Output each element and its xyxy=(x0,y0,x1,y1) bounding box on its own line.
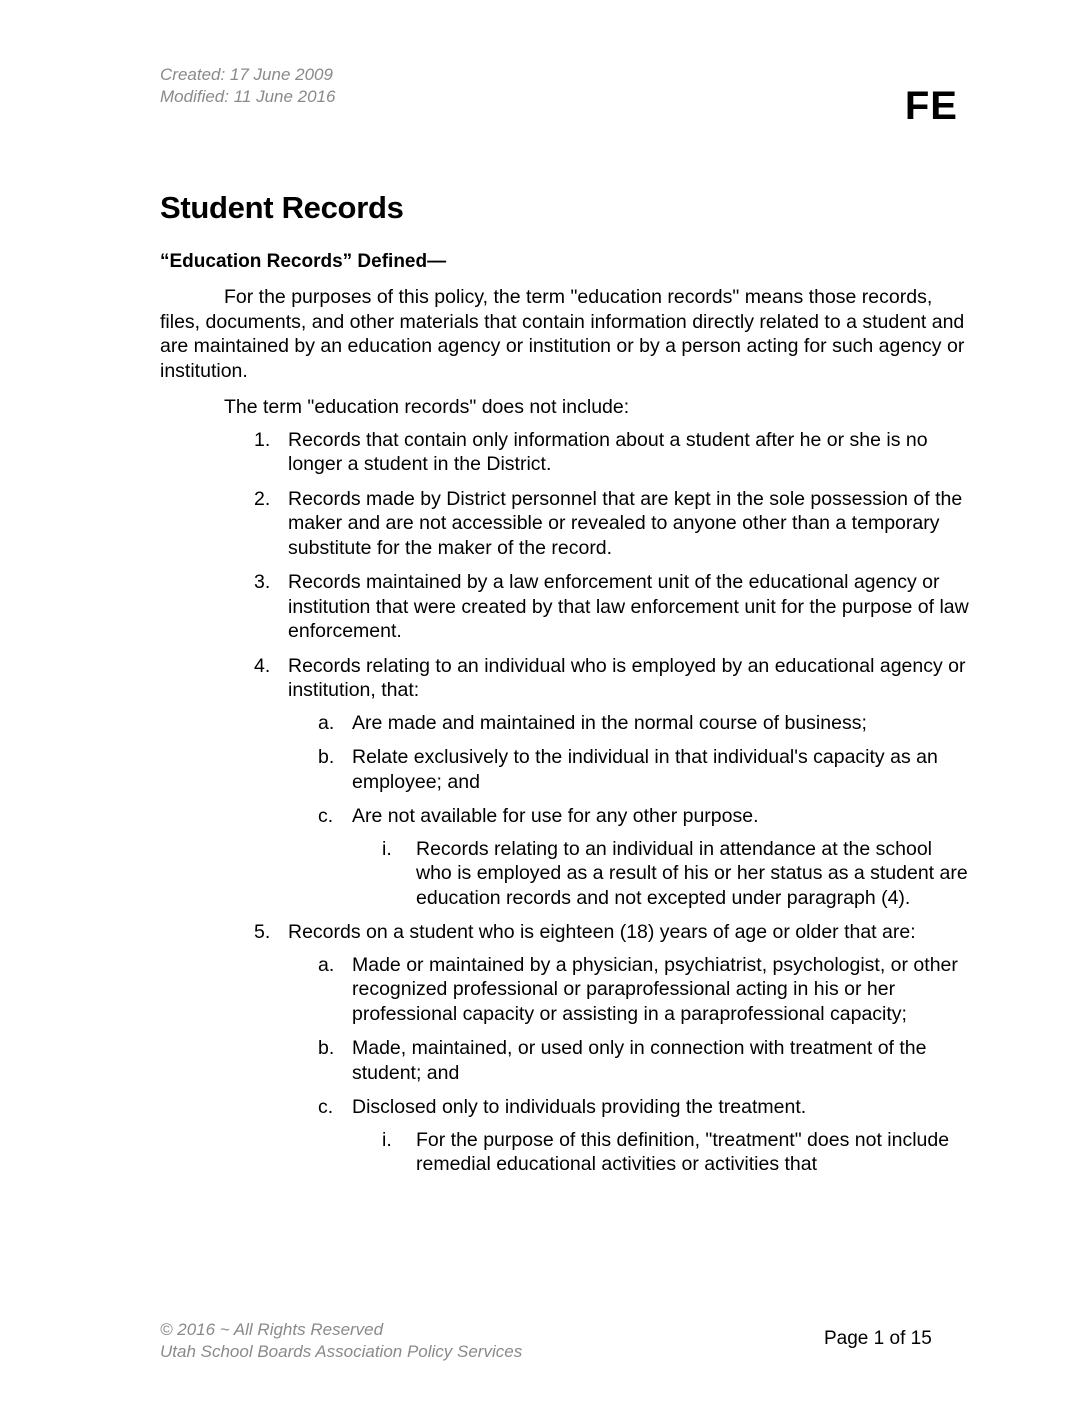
list-marker: a. xyxy=(318,953,335,976)
list-marker: i. xyxy=(382,837,392,860)
list-item-text: Records that contain only information about a student after he or she is no longer a student in the District. xyxy=(288,428,928,475)
sub-list-item xyxy=(318,953,970,1027)
list-item-text: Made or maintained by a physician, psychiatrist, psychologist, or other recognized professional or paraprofessional acting in his or her professional capacity or assisting in a paraprofessional capacity; xyxy=(352,953,958,1025)
sub-list xyxy=(288,953,970,1177)
document-title: Student Records xyxy=(160,190,404,225)
sub-list-item xyxy=(318,711,970,736)
sub-list-item xyxy=(318,745,970,794)
list-item-text: Records made by District personnel that are kept in the sole possession of the maker and are not accessible or revealed to anyone other than a temporary substitute for the maker of the record. xyxy=(288,487,963,559)
list-item-text: Are made and maintained in the normal course of business; xyxy=(352,711,867,734)
page-number: Page 1 of 15 xyxy=(824,1328,932,1349)
copyright-text: © 2016 ~ All Rights Reserved xyxy=(160,1320,384,1339)
sub-list-item xyxy=(318,804,970,910)
document-body xyxy=(160,285,970,1187)
list-item xyxy=(254,920,970,1177)
list-marker: 5. xyxy=(254,921,271,943)
sub-list-item xyxy=(318,1036,970,1085)
list-item-text: Relate exclusively to the individual in that individual's capacity as an employee; and xyxy=(352,746,938,793)
created-date: Created: 17 June 2009 xyxy=(160,65,333,84)
list-marker: 4. xyxy=(254,654,271,677)
list-marker: 1. xyxy=(254,428,271,451)
sub-sub-list xyxy=(352,1128,970,1177)
list-item-text: Made, maintained, or used only in connection with treatment of the student; and xyxy=(352,1037,927,1084)
list-marker: i. xyxy=(382,1128,392,1151)
list-item-text: Records on a student who is eighteen (18) years of age or older that are: xyxy=(288,921,916,943)
list-item xyxy=(254,570,970,644)
list-item-text: Are not available for use for any other purpose. xyxy=(352,805,759,827)
list-item-text: Records relating to an individual who is employed by an educational agency or institution, that: xyxy=(288,654,966,701)
sub-list-item xyxy=(318,1095,970,1177)
list-item xyxy=(254,428,970,477)
sub-sub-list xyxy=(352,837,970,911)
list-marker: 2. xyxy=(254,487,271,510)
intro-paragraph: For the purposes of this policy, the term "education records" means those records, files, documents, and other materials that contain information directly related to a student and are maintained by an education agency or institution or by a person acting for such agency or institution. xyxy=(160,286,965,382)
sub-sub-list-item xyxy=(382,837,970,911)
list-marker: c. xyxy=(318,805,334,827)
policy-code: FE xyxy=(904,84,958,128)
list-marker: a. xyxy=(318,711,335,734)
document-meta xyxy=(160,64,335,108)
list-marker: c. xyxy=(318,1096,334,1118)
list-item-text: For the purpose of this definition, "treatment" does not include remedial educational activities or activities that xyxy=(416,1128,950,1175)
modified-date: Modified: 11 June 2016 xyxy=(160,87,336,106)
list-marker: b. xyxy=(318,1037,335,1059)
sub-sub-list-item xyxy=(382,1128,970,1177)
footer-copyright-block xyxy=(160,1319,522,1363)
section-heading: “Education Records” Defined— xyxy=(160,251,447,272)
list-marker: 3. xyxy=(254,571,271,593)
sub-list xyxy=(288,711,970,911)
list-item xyxy=(254,487,970,561)
list-item-text: Records relating to an individual in attendance at the school who is employed as a result of his or her status as a student are education records and not excepted under paragraph (4). xyxy=(416,837,968,909)
lead-paragraph: The term "education records" does not include: xyxy=(224,396,630,418)
list-item-text: Records maintained by a law enforcement unit of the educational agency or institution that were created by that law enforcement unit for the purpose of law enforcement. xyxy=(288,571,969,642)
list-item xyxy=(254,654,970,911)
list-item-text: Disclosed only to individuals providing the treatment. xyxy=(352,1096,807,1118)
list-marker: b. xyxy=(318,746,335,768)
publisher-text: Utah School Boards Association Policy Services xyxy=(160,1342,523,1361)
exclusions-list xyxy=(160,428,970,1177)
